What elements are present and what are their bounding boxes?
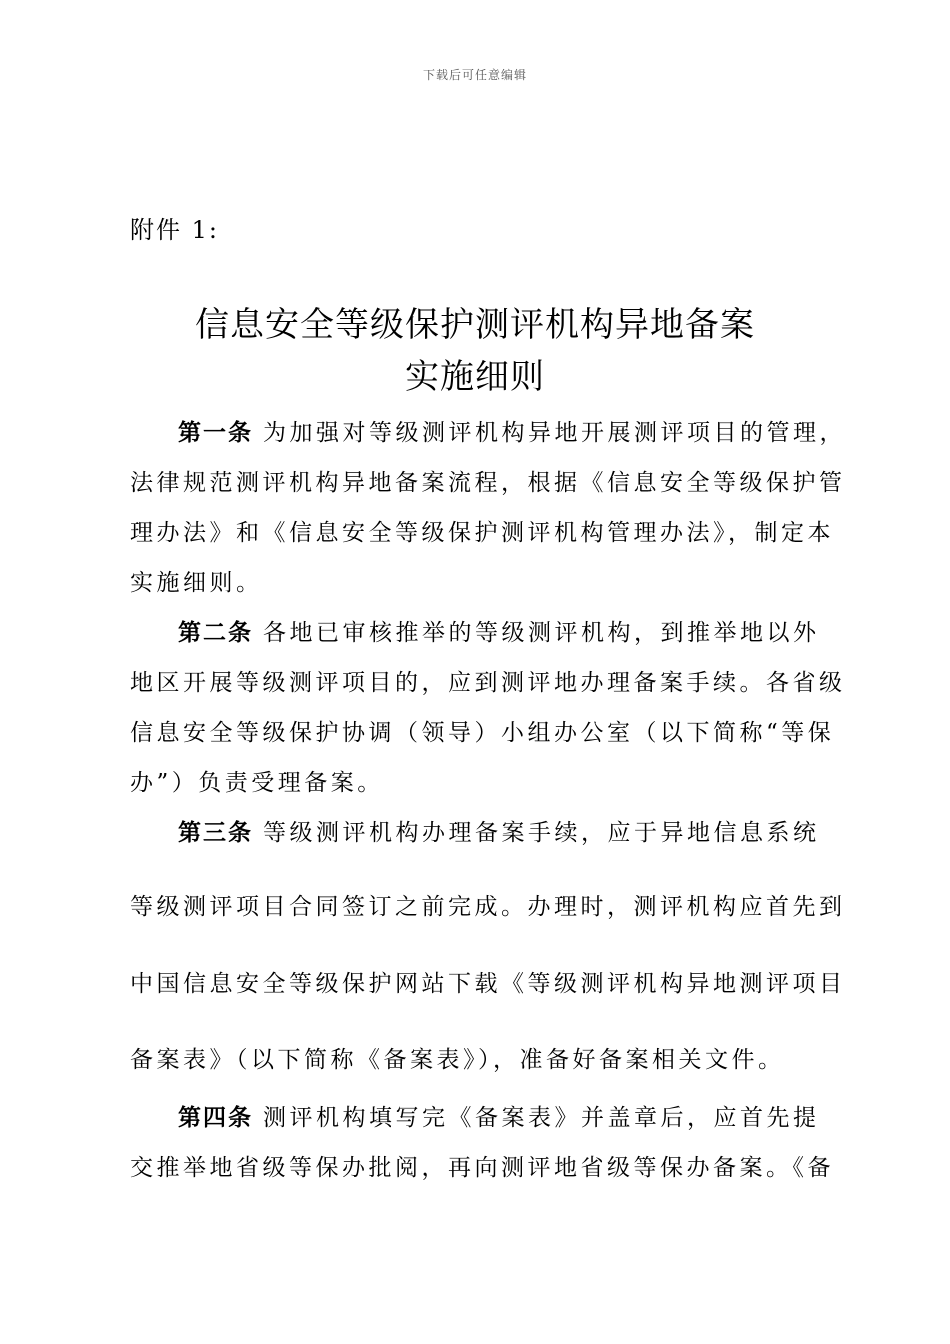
article-text: 为加强对等级测评机构异地开展测评项目的管理， bbox=[263, 420, 846, 446]
article-3-line-4: 备案表》（以下简称《备案表》），准备好备案相关文件。 bbox=[130, 1047, 785, 1073]
article-3-line-3: 中国信息安全等级保护网站下载《等级测评机构异地测评项目 bbox=[130, 971, 846, 997]
article-1-line-1 bbox=[130, 414, 846, 447]
article-2-line-4: 办”）负责受理备案。 bbox=[130, 770, 384, 796]
article-1-line-4: 实施细则。 bbox=[130, 570, 263, 596]
article-1-label: 第一条 bbox=[178, 420, 253, 446]
article-3-label: 第三条 bbox=[178, 820, 253, 846]
article-text: 等级测评机构办理备案手续，应于异地信息系统 bbox=[263, 820, 820, 846]
article-2-label: 第二条 bbox=[178, 620, 253, 646]
article-text: 各地已审核推举的等级测评机构，到推举地以外 bbox=[263, 620, 820, 646]
article-1-line-3: 理办法》和《信息安全等级保护测评机构管理办法》，制定本 bbox=[130, 520, 834, 546]
header-note: 下载后可任意编辑 bbox=[422, 68, 527, 82]
article-3-line-2: 等级测评项目合同签订之前完成。办理时，测评机构应首先到 bbox=[130, 894, 846, 920]
article-2-line-3: 信息安全等级保护协调（领导）小组办公室（以下简称“等保 bbox=[130, 720, 835, 746]
document-title-line-1: 信息安全等级保护测评机构异地备案 bbox=[195, 305, 755, 345]
article-2-line-2: 地区开展等级测评项目的，应到测评地办理备案手续。各省级 bbox=[130, 670, 846, 696]
article-4-line-1 bbox=[130, 1099, 820, 1132]
article-3-line-1 bbox=[130, 814, 820, 847]
attachment-label: 附件 1: bbox=[130, 216, 219, 244]
article-1-line-2: 法律规范测评机构异地备案流程，根据《信息安全等级保护管 bbox=[130, 470, 846, 496]
article-2-line-1 bbox=[130, 614, 820, 647]
article-4-line-2: 交推举地省级等保办批阅，再向测评地省级等保办备案。《备 bbox=[130, 1155, 834, 1181]
document-title-line-2: 实施细则 bbox=[405, 357, 545, 397]
article-4-label: 第四条 bbox=[178, 1105, 253, 1131]
article-text: 测评机构填写完《备案表》并盖章后，应首先提 bbox=[263, 1105, 820, 1131]
